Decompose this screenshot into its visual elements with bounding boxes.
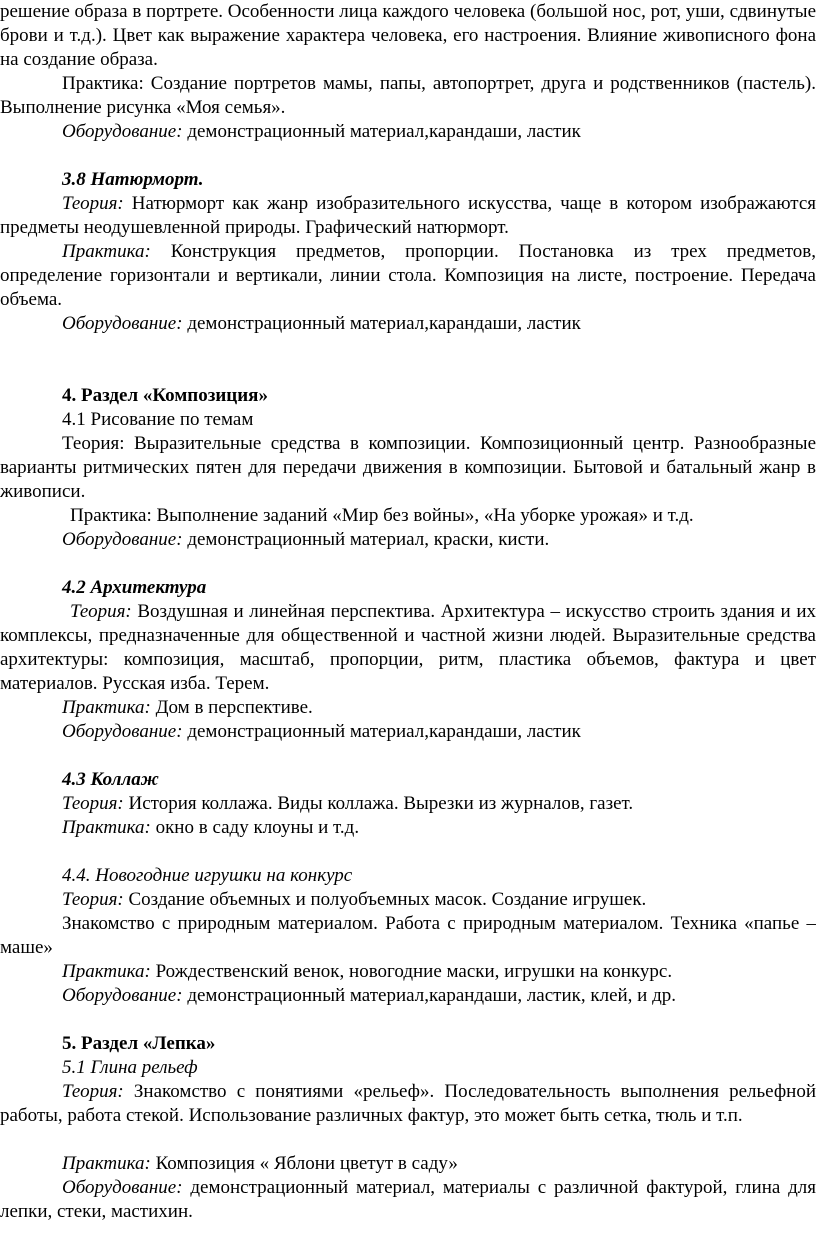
theory-text: Создание объемных и полуобъемных масок. Создание игрушек. <box>123 889 647 910</box>
equipment-text: демонстрационный материал, краски, кисти. <box>182 529 550 550</box>
equipment-label: Оборудование: <box>62 121 183 142</box>
paragraph-4-2-practice <box>0 696 816 720</box>
theory-label: Теория: <box>70 601 132 622</box>
heading-4-3: 4.3 Коллаж <box>62 769 159 790</box>
practice-text: Дом в перспективе. <box>150 697 313 718</box>
paragraph-4-4-text: Знакомство с природным материалом. Работа с природным материалом. Техника «папье – маше» <box>0 913 816 958</box>
theory-text: Знакомство с понятиями «рельеф». Последовательность выполнения рельефной работы, работа стекой. Использование различных фактур, это может быть сетка, тюль и т.п. <box>0 1081 816 1126</box>
heading-4-2: 4.2 Архитектура <box>62 577 207 598</box>
practice-label: Практика: <box>62 241 151 262</box>
theory-text: Натюрморт как жанр изобразительного искусства, чаще в котором изображаются предметы неодушевленной природы. Графический натюрморт. <box>0 193 816 238</box>
practice-label: Практика: <box>62 697 151 718</box>
heading-section-5: 5. Раздел «Лепка» <box>62 1033 216 1054</box>
heading-3-8: 3.8 Натюрморт. <box>62 169 204 190</box>
theory-label: Теория: <box>62 1081 124 1102</box>
heading-section-4: 4. Раздел «Композиция» <box>62 385 268 406</box>
theory-label: Теория: <box>62 793 124 814</box>
equipment-label: Оборудование: <box>62 313 183 334</box>
paragraph-4-1-theory: Теория: Выразительные средства в композиции. Композиционный центр. Разнообразные варианты ритмических пятен для передачи движения в композиции. Бытовой и батальный жанр в живописи. <box>0 433 816 502</box>
equipment-text: демонстрационный материал, материалы с различной фактурой, глина для лепки, стеки, мастихин. <box>0 1177 816 1222</box>
paragraph-5-1-practice <box>0 1152 816 1176</box>
equipment-text: демонстрационный материал,карандаши, ластик <box>182 121 581 142</box>
paragraph-3-8-equipment <box>0 312 816 336</box>
paragraph-4-1-practice: Практика: Выполнение заданий «Мир без войны», «На уборке урожая» и т.д. <box>70 505 694 526</box>
practice-text: Рождественский венок, новогодние маски, игрушки на конкурс. <box>150 961 673 982</box>
paragraph-4-1-equipment <box>0 528 816 552</box>
paragraph-4-4-theory <box>0 888 816 912</box>
paragraph-portrait-practice: Практика: Создание портретов мамы, папы, автопортрет, друга и родственников (пастель). Выполнение рисунка «Моя семья». <box>0 73 816 118</box>
practice-text: Композиция « Яблони цветут в саду» <box>150 1153 458 1174</box>
paragraph-3-8-theory <box>0 192 816 240</box>
theory-label: Теория: <box>62 193 124 214</box>
equipment-text: демонстрационный материал,карандаши, ластик <box>182 313 581 334</box>
equipment-text: демонстрационный материал,карандаши, ластик <box>182 721 581 742</box>
practice-label: Практика: <box>62 961 151 982</box>
practice-label: Практика: <box>62 1153 151 1174</box>
equipment-label: Оборудование: <box>62 985 183 1006</box>
paragraph-5-1-equipment <box>0 1176 816 1224</box>
heading-4-4: 4.4. Новогодние игрушки на конкурс <box>62 865 353 886</box>
theory-text: История коллажа. Виды коллажа. Вырезки из журналов, газет. <box>123 793 634 814</box>
heading-5-1: 5.1 Глина рельеф <box>62 1057 198 1078</box>
theory-label: Теория: <box>62 889 124 910</box>
equipment-label: Оборудование: <box>62 721 183 742</box>
paragraph-3-8-practice <box>0 240 816 312</box>
paragraph-4-3-theory <box>0 792 816 816</box>
equipment-label: Оборудование: <box>62 1177 183 1198</box>
heading-4-1: 4.1 Рисование по темам <box>62 409 254 430</box>
paragraph-4-3-practice <box>0 816 816 840</box>
paragraph-4-2-theory <box>0 600 816 696</box>
paragraph-portrait-equipment <box>0 120 816 144</box>
practice-text: окно в саду клоуны и т.д. <box>150 817 360 838</box>
paragraph-4-4-equipment <box>0 984 816 1008</box>
paragraph-portrait-intro: решение образа в портрете. Особенности лица каждого человека (большой нос, рот, уши, сдвинутые брови и т.д.). Цвет как выражение характера человека, его настроения. Влияние живописного фона на создание образа. <box>0 1 816 70</box>
equipment-text: демонстрационный материал,карандаши, ластик, клей, и др. <box>182 985 677 1006</box>
paragraph-4-4-practice <box>0 960 816 984</box>
paragraph-5-1-theory <box>0 1080 816 1128</box>
paragraph-4-2-equipment <box>0 720 816 744</box>
practice-label: Практика: <box>62 817 151 838</box>
theory-text: Воздушная и линейная перспектива. Архитектура – искусство строить здания и их комплексы, предназначенные для общественной и частной жизни людей. Выразительные средства архитектуры: композиция, масштаб, пропорции, ритм, пластика объемов, фактура и цвет материалов. Русская изба. Терем. <box>0 601 816 694</box>
practice-text: Конструкция предметов, пропорции. Постановка из трех предметов, определение горизонтали и вертикали, линии стола. Композиция на листе, построение. Передача объема. <box>0 241 816 310</box>
equipment-label: Оборудование: <box>62 529 183 550</box>
